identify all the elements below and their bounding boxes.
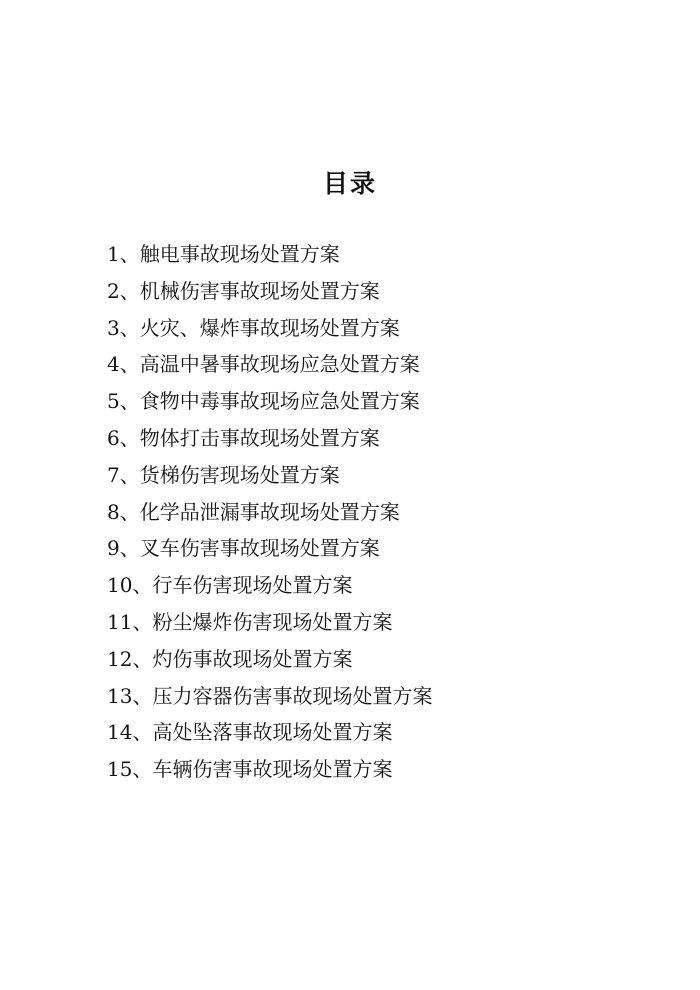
- toc-item: 10、行车伤害现场处置方案: [107, 573, 353, 598]
- toc-item: 3、火灾、爆炸事故现场处置方案: [107, 315, 400, 340]
- toc-item: 1、触电事故现场处置方案: [107, 242, 340, 266]
- toc-item: 7、货梯伤害现场处置方案: [107, 462, 340, 487]
- toc-item: 12、灼伤事故现场处置方案: [107, 646, 353, 671]
- toc-item: 9、叉车伤害事故现场处置方案: [107, 536, 380, 561]
- toc-item: 5、食物中毒事故现场应急处置方案: [107, 389, 420, 414]
- toc-item: 15、车辆伤害事故现场处置方案: [107, 757, 393, 782]
- toc-item: 4、高温中暑事故现场应急处置方案: [107, 352, 420, 377]
- toc-list: [107, 236, 627, 788]
- toc-item: 2、机械伤害事故现场处置方案: [107, 278, 380, 303]
- toc-item: 11、粉尘爆炸伤害现场处置方案: [107, 609, 393, 634]
- toc-item: 6、物体打击事故现场处置方案: [107, 425, 380, 450]
- toc-item: 13、压力容器伤害事故现场处置方案: [107, 683, 433, 708]
- toc-title: 目录: [322, 169, 377, 198]
- toc-item: 8、化学品泄漏事故现场处置方案: [107, 499, 400, 524]
- toc-item: 14、高处坠落事故现场处置方案: [107, 720, 393, 745]
